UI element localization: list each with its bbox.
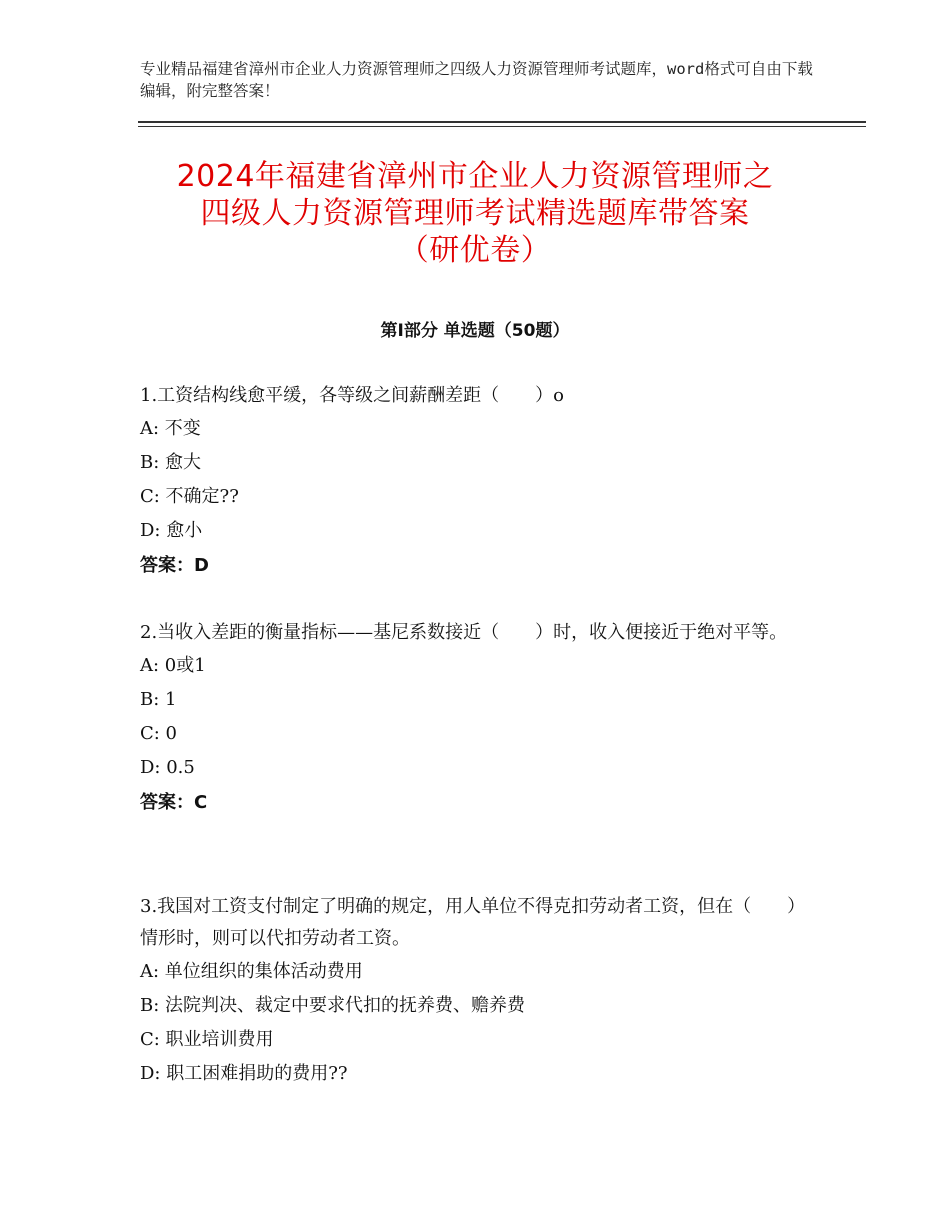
header-note: 专业精品福建省漳州市企业人力资源管理师之四级人力资源管理师考试题库，word格式可自由下载编辑，附完整答案！ [140,60,813,100]
question-1 [140,380,820,584]
document-title [100,158,850,269]
option-c: C: 不确定?? [140,486,239,507]
answer-line: 答案：C [140,792,208,813]
section-heading: 第Ⅰ部分 单选题（50题） [380,321,570,341]
title-line-3: （研优卷） [398,233,552,268]
title-line-2: 四级人力资源管理师考试精选题库带答案 [200,196,750,231]
option-b: B: 1 [140,689,177,710]
option-a: A: 0或1 [140,655,206,676]
question-3 [140,891,820,1091]
option-a: A: 单位组织的集体活动费用 [140,961,363,982]
option-c: C: 0 [140,723,178,744]
question-stem: 2.当收入差距的衡量指标——基尼系数接近（ ）时，收入便接近于绝对平等。 [140,622,788,643]
option-d: D: 愈小 [140,520,203,541]
option-d: D: 0.5 [140,757,195,778]
title-line-1: 2024年福建省漳州市企业人力资源管理师之 [176,159,774,194]
header-rule-thick [138,121,866,123]
answer-line: 答案：D [140,555,209,576]
option-c: C: 职业培训费用 [140,1029,274,1050]
option-b: B: 愈大 [140,452,202,473]
question-2 [140,617,820,821]
option-b: B: 法院判决、裁定中要求代扣的抚养费、赡养费 [140,995,526,1016]
option-d: D: 职工困难捐助的费用?? [140,1063,348,1084]
header-rule-thin [138,126,866,127]
option-a: A: 不变 [140,418,201,439]
question-stem: 1.工资结构线愈平缓，各等级之间薪酬差距（ ）o [140,385,565,406]
question-stem: 3.我国对工资支付制定了明确的规定，用人单位不得克扣劳动者工资，但在（ ）情形时，则可以代扣劳动者工资。 [140,896,806,949]
